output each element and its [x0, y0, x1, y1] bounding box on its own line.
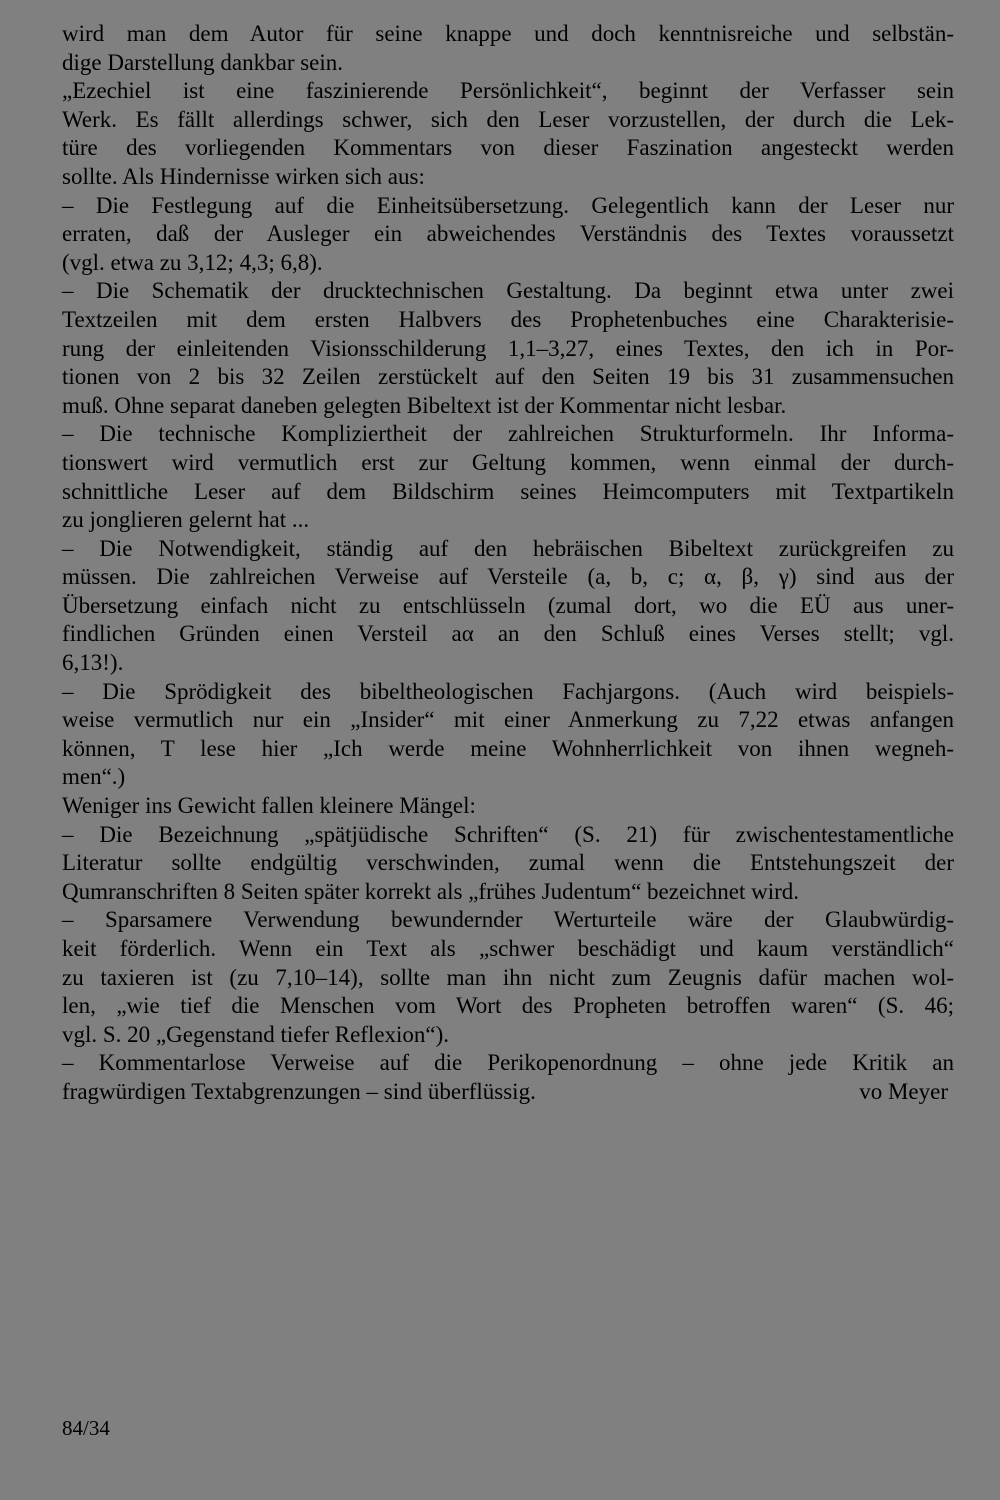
text-line: zu jonglieren gelernt hat ...	[62, 507, 310, 533]
text-line: „Ezechiel ist eine faszinierende Persönlichkeit“, beginnt der Verfasser sein	[62, 78, 954, 104]
text-line: dige Darstellung dankbar sein.	[62, 49, 344, 75]
text-line: sollte. Als Hindernisse wirken sich aus:	[62, 163, 425, 189]
text-line: Übersetzung einfach nicht zu entschlüsseln (zumal dort, wo die EÜ aus uner-	[62, 592, 954, 618]
review-lines	[62, 20, 954, 1078]
text-line: rung der einleitenden Visionsschilderung 1,1–3,27, eines Textes, den ich in Por-	[62, 335, 954, 361]
text-line: können, T lese hier „Ich werde meine Wohnherrlichkeit von ihnen wegneh-	[62, 735, 954, 761]
text-line: Literatur sollte endgültig verschwinden, zumal wenn die Entstehungszeit der	[62, 850, 954, 876]
text-line: vgl. S. 20 „Gegenstand tiefer Reflexion“).	[62, 1021, 450, 1047]
text-line: tionen von 2 bis 32 Zeilen zerstückelt auf den Seiten 19 bis 31 zusammensuchen	[62, 364, 954, 390]
text-line: keit förderlich. Wenn ein Text als „schwer beschädigt und kaum verständlich“	[62, 936, 954, 961]
text-line: müssen. Die zahlreichen Verweise auf Versteile (a, b, c; α, β, γ) sind aus der	[62, 564, 954, 590]
text-line: – Kommentarlose Verweise auf die Perikopenordnung – ohne jede Kritik an	[62, 1050, 954, 1076]
text-line: 6,13!).	[62, 650, 124, 676]
text-line: schnittliche Leser auf dem Bildschirm seines Heimcomputers mit Textpartikeln	[62, 478, 954, 504]
text-line: findlichen Gründen einen Versteil aα an den Schluß eines Verses stellt; vgl.	[62, 621, 954, 647]
text-line: weise vermutlich nur ein „Insider“ mit einer Anmerkung zu 7,22 etwas anfangen	[62, 707, 954, 733]
text-line: – Die Festlegung auf die Einheitsübersetzung. Gelegentlich kann der Leser nur	[62, 192, 954, 218]
closing-text: fragwürdigen Textabgrenzungen – sind überflüssig.	[62, 1078, 536, 1104]
text-line: men“.)	[62, 764, 126, 790]
text-line: türe des vorliegenden Kommentars von dieser Faszination angesteckt werden	[62, 135, 954, 161]
text-line: (vgl. etwa zu 3,12; 4,3; 6,8).	[62, 249, 323, 275]
text-line: – Die Bezeichnung „spätjüdische Schriften“ (S. 21) für zwischentestamentliche	[62, 821, 954, 847]
closing-line	[62, 1078, 954, 1107]
text-line: Textzeilen mit dem ersten Halbvers des Prophetenbuches eine Charakterisie-	[62, 306, 954, 332]
text-line: muß. Ohne separat daneben gelegten Bibeltext ist der Kommentar nicht lesbar.	[62, 392, 787, 418]
reviewer-signature: vo Meyer	[859, 1078, 948, 1104]
text-line: tionswert wird vermutlich erst zur Geltung kommen, wenn einmal der durch-	[62, 449, 954, 475]
text-line: len, „wie tief die Menschen vom Wort des Propheten betroffen waren“ (S. 46;	[62, 993, 954, 1019]
text-line: Qumranschriften 8 Seiten später korrekt als „frühes Judentum“ bezeichnet wird.	[62, 878, 800, 904]
page-folio: 84/34	[62, 1416, 110, 1440]
text-line: – Die Schematik der drucktechnischen Gestaltung. Da beginnt etwa unter zwei	[62, 278, 954, 304]
text-line: erraten, daß der Ausleger ein abweichendes Verständnis des Textes voraussetzt	[62, 221, 954, 247]
text-line: Werk. Es fällt allerdings schwer, sich den Leser vorzustellen, der durch die Lek-	[62, 106, 954, 132]
review-text	[62, 20, 954, 1107]
text-line: – Die technische Kompliziertheit der zahlreichen Strukturformeln. Ihr Informa-	[62, 421, 954, 447]
text-line: – Die Sprödigkeit des bibeltheologischen Fachjargons. (Auch wird beispiels-	[62, 678, 954, 704]
text-line: – Die Notwendigkeit, ständig auf den hebräischen Bibeltext zurückgreifen zu	[62, 535, 954, 561]
text-line: Weniger ins Gewicht fallen kleinere Mängel:	[62, 793, 476, 819]
text-line: wird man dem Autor für seine knappe und doch kenntnisreiche und selbstän-	[62, 21, 954, 46]
text-line: – Sparsamere Verwendung bewundernder Werturteile wäre der Glaubwürdig-	[62, 907, 954, 933]
text-line: zu taxieren ist (zu 7,10–14), sollte man ihn nicht zum Zeugnis dafür machen wol-	[62, 964, 954, 990]
